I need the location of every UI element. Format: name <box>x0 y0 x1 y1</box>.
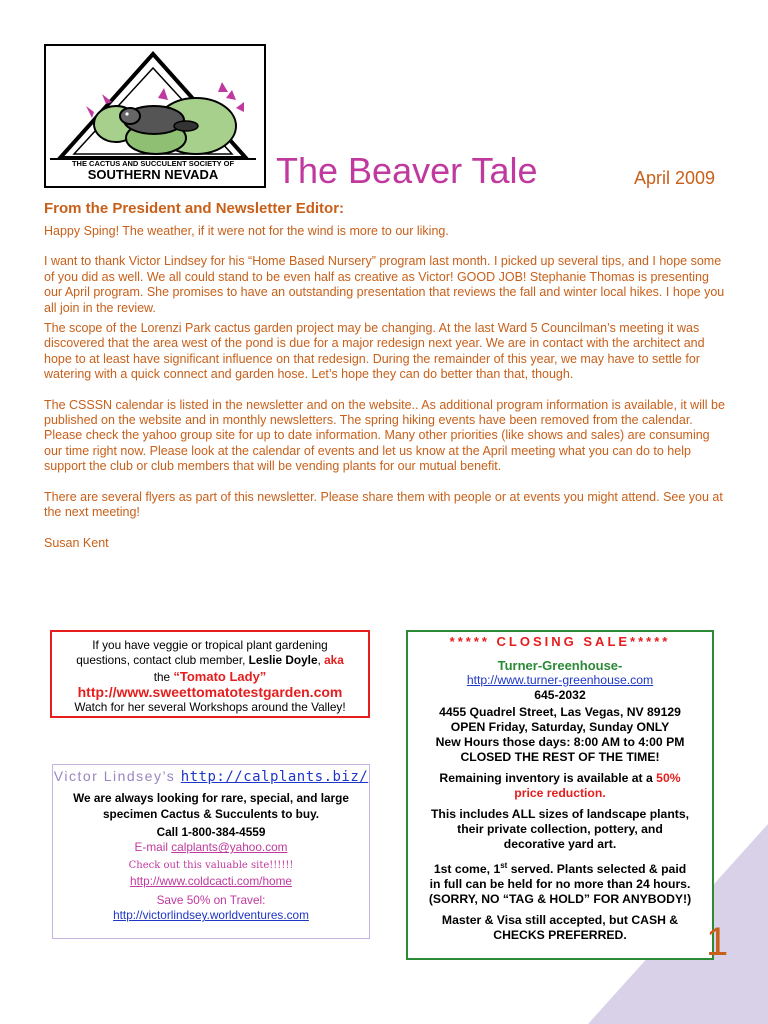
victor-lindsey-box <box>52 764 370 939</box>
turner-greenhouse-link[interactable]: http://www.turner-greenhouse.com <box>466 673 654 687</box>
sale-closed: CLOSED THE REST OF THE TIME! <box>460 750 660 764</box>
page-number: 1 <box>706 920 729 964</box>
includes-line2: their private collection, pottery, and <box>457 822 663 836</box>
tomato-line2-text: questions, contact club member, <box>76 653 249 668</box>
letter-body <box>44 224 726 566</box>
travel-label: Save 50% on Travel: <box>156 893 266 908</box>
tomato-line5: Watch for her several Workshops around the Valley! <box>74 700 346 715</box>
paragraph: I want to thank Victor Lindsey for his “Home Based Nursery” program last month. I picked up several tips, and I hope some of you did as well. We all could stand to be even half as creative as Victor! GOOD JOB! Stephanie Thomas is presenting our April program. She promises to have an outstanding presentation that reviews the fall and winter local hikes. I hope you all join in the review. <box>44 254 725 315</box>
includes-line3: decorative yard art. <box>503 837 617 851</box>
victor-line1: We are always looking for rare, special, and large <box>73 791 349 806</box>
leslie-doyle-name: Leslie Doyle <box>248 653 318 668</box>
sorry-line: (SORRY, NO “TAG & HOLD” FOR ANYBODY!) <box>428 892 692 907</box>
calplants-link[interactable]: http://calplants.biz/ <box>180 769 369 785</box>
newsletter-title: The Beaver Tale <box>276 150 538 191</box>
tomato-lady-box <box>50 630 370 718</box>
logo-line1: THE CACTUS AND SUCCULENT SOCIETY OF <box>71 159 235 168</box>
sale-inventory <box>408 771 712 786</box>
includes-line1: This includes ALL sizes of landscape plants, <box>430 807 690 821</box>
closing-sale-box <box>406 630 714 960</box>
inventory-percent: 50% <box>656 771 681 785</box>
victor-heading-text: Victor Lindsey’s <box>53 768 181 784</box>
the-label: the <box>153 669 174 684</box>
paragraph: There are several flyers as part of this newsletter. Please share them with people or at events you might attend. See you at the next meeting! <box>44 489 723 520</box>
paragraph: The CSSSN calendar is listed in the newsletter and on the website.. As additional program information is available, it will be published on the website and in monthly newsletters. The spring hiking events have been removed from the calendar. Please check the yahoo group site for up to date information. Many other priorities (like shows and sales) are consuming our time right now. Please look at the calendar of events and let us know at the April meeting what you can do to help support the club or club members that will be vending plants for our mutual benefit. <box>44 397 725 474</box>
cards-line2: CHECKS PREFERRED. <box>493 928 627 943</box>
victor-email-line <box>53 840 369 855</box>
closing-sale-heading: ***** CLOSING SALE***** <box>449 634 671 649</box>
tomato-line2 <box>52 653 368 668</box>
society-logo <box>44 44 266 188</box>
worldventures-link[interactable]: http://victorlindsey.worldventures.com <box>113 908 309 923</box>
first-come-line <box>408 858 712 877</box>
tomato-lady-nickname: “Tomato Lady” <box>173 668 267 684</box>
paragraph: The scope of the Lorenzi Park cactus garden project may be changing. At the last Ward 5 Councilman’s meeting it was discovered that the area west of the pond is due for a major redesign next year. We are in contact with the architect and hope to at least have significant influence on that redesign. During the remainder of this year, we may have to settle for watering with a quick connect and garden hose. Let’s hope they can do better than that, though. <box>44 321 705 382</box>
victor-line2: specimen Cactus & Succulents to buy. <box>102 806 320 821</box>
first-come-b: served. Plants selected & paid <box>507 862 687 877</box>
sweettomato-link[interactable]: http://www.sweettomatotestgarden.com <box>77 683 343 700</box>
paragraph: Happy Sping! The weather, if it were not for the wind is more to our liking. <box>44 224 449 238</box>
coldcacti-link[interactable]: http://www.coldcacti.com/home <box>130 873 292 888</box>
sale-phone: 645-2032 <box>534 688 586 702</box>
victor-heading <box>53 769 369 785</box>
inventory-text: Remaining inventory is available at a <box>439 771 657 785</box>
sale-open-days: OPEN Friday, Saturday, Sunday ONLY <box>450 720 670 734</box>
calplants-email-link[interactable]: calplants@yahoo.com <box>171 840 288 855</box>
victor-check-text: Check out this valuable site!!!!!! <box>128 860 294 872</box>
price-reduction: price reduction. <box>514 786 606 800</box>
tomato-comma: , <box>317 653 325 668</box>
paid-line: in full can be held for no more than 24 hours. <box>429 877 691 892</box>
signature: Susan Kent <box>44 535 109 550</box>
tomato-line3 <box>52 669 368 685</box>
logo-line2: SOUTHERN NEVADA <box>87 167 219 182</box>
first-come-sup: st <box>500 861 508 870</box>
sale-hours: New Hours those days: 8:00 AM to 4:00 PM <box>435 735 685 749</box>
cards-line1: Master & Visa still accepted, but CASH & <box>441 913 679 928</box>
tomato-line1: If you have veggie or tropical plant gardening <box>92 638 328 652</box>
victor-phone: Call 1-800-384-4559 <box>156 824 266 839</box>
sale-address: 4455 Quadrel Street, Las Vegas, NV 89129 <box>439 705 681 719</box>
email-label: E-mail <box>134 840 172 855</box>
issue-date: April 2009 <box>634 168 716 188</box>
aka-label: aka <box>324 653 344 668</box>
section-heading: From the President and Newsletter Editor: <box>44 200 345 217</box>
first-come-a: 1st come, 1 <box>433 862 501 877</box>
turner-greenhouse-name: Turner-Greenhouse- <box>497 658 623 673</box>
